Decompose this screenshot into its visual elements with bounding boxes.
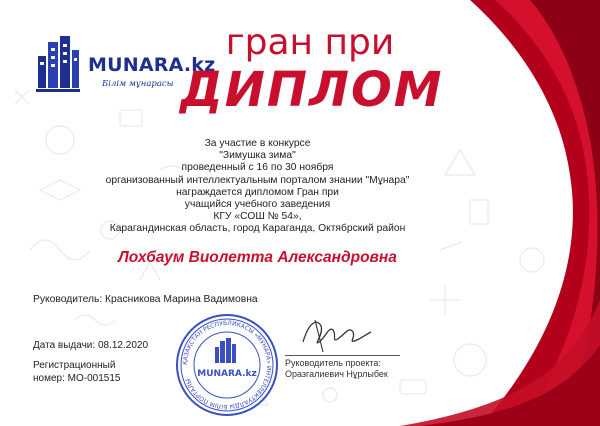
seal-center-text: MUNARA.kz — [197, 369, 257, 379]
award-description — [90, 138, 425, 236]
body-line: "Зимушка зима" — [219, 150, 296, 162]
body-line: Карагандинская область, город Караганда, Октябрский район — [109, 223, 406, 235]
recipient-name: Лохбаум Виолетта Александровна — [118, 249, 397, 266]
diploma-title: ДИПЛОМ — [180, 62, 444, 118]
registration-value: номер: МО-001515 — [33, 373, 121, 384]
body-line: награждается дипломом Гран при — [176, 186, 339, 198]
body-line: организованный интеллектуальным порталом знании "Мұнара" — [105, 174, 410, 186]
supervisor-line: Руководитель: Красникова Марина Вадимовна — [33, 294, 258, 305]
munara-logo — [34, 34, 216, 94]
body-line: За участие в конкурсе — [204, 138, 311, 149]
munara-tower-logo-icon — [34, 34, 82, 94]
signature — [295, 312, 375, 357]
registration-number — [33, 359, 120, 385]
registration-label: Регистрационный — [33, 360, 116, 371]
issue-date: Дата выдачи: 08.12.2020 — [33, 340, 148, 351]
signatory-role: Руководитель проекта: — [285, 358, 381, 368]
official-seal-stamp — [175, 313, 279, 417]
body-line: учащийся учебного заведения — [184, 199, 331, 211]
body-line: проведенный с 16 по 30 ноября — [181, 162, 334, 174]
body-line: КГУ «СОШ № 54», — [213, 211, 302, 223]
brand-name: MUNARA.kz — [88, 54, 216, 76]
svg-text:ҚАЗАҚСТАН РЕСПУБЛИКАСЫ «МҰНАРА — [182, 320, 272, 410]
grand-prix-heading: гран при — [225, 22, 395, 63]
seal-ring-text: ҚАЗАҚСТАН РЕСПУБЛИКАСЫ «МҰНАРА» ИНТЕЛЛЕКТУАЛДЫ БІЛІМ ПОРТАЛЫ — [181, 319, 273, 411]
signatory-name: Оразгалиевич Нұрлыбек — [285, 369, 388, 379]
signature-line — [285, 355, 400, 356]
brand-tagline: Білім мұнарасы — [102, 79, 174, 89]
project-signatory — [285, 358, 388, 380]
